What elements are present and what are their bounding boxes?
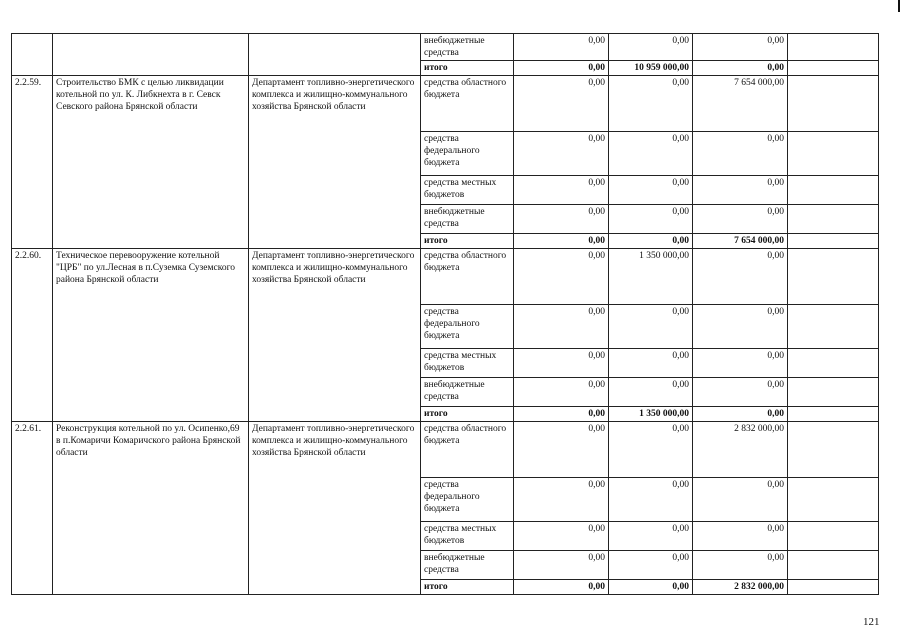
executor-cell: Департамент топливно-энергетического комплекса и жилищно-коммунального хозяйства Брянской области: [249, 249, 421, 422]
item-number-cell: 2.2.61.: [12, 422, 53, 595]
funding-source-cell: средства федерального бюджета: [421, 478, 514, 522]
amount-cell: 0,00: [609, 422, 693, 478]
empty-cell: [788, 522, 879, 551]
table-row: [12, 249, 879, 305]
amount-cell: 0,00: [514, 305, 609, 349]
table-row: [12, 76, 879, 132]
amount-cell: 0,00: [514, 132, 609, 176]
empty-cell: [788, 249, 879, 305]
empty-cell: [788, 34, 879, 61]
funding-source-cell: итого: [421, 61, 514, 76]
amount-cell: 0,00: [609, 522, 693, 551]
amount-cell: 1 350 000,00: [609, 407, 693, 422]
amount-cell: 0,00: [514, 249, 609, 305]
executor-cell: Департамент топливно-энергетического комплекса и жилищно-коммунального хозяйства Брянской области: [249, 76, 421, 249]
funding-source-cell: средства федерального бюджета: [421, 305, 514, 349]
amount-cell: 0,00: [693, 132, 788, 176]
empty-cell: [788, 551, 879, 580]
item-name-cell: Техническое перевооружение котельной "ЦРБ" по ул.Лесная в п.Суземка Суземского района Брянской области: [53, 249, 249, 422]
table-row: [12, 422, 879, 478]
amount-cell: 0,00: [693, 407, 788, 422]
table-row: [12, 34, 879, 61]
amount-cell: 0,00: [693, 305, 788, 349]
empty-cell: [788, 76, 879, 132]
amount-cell: 0,00: [514, 34, 609, 61]
empty-cell: [788, 407, 879, 422]
amount-cell: 0,00: [514, 349, 609, 378]
funding-source-cell: средства местных бюджетов: [421, 176, 514, 205]
funding-source-cell: средства областного бюджета: [421, 249, 514, 305]
item-number-cell: 2.2.60.: [12, 249, 53, 422]
funding-source-cell: итого: [421, 234, 514, 249]
amount-cell: 0,00: [514, 522, 609, 551]
amount-cell: 0,00: [693, 551, 788, 580]
amount-cell: 0,00: [609, 132, 693, 176]
amount-cell: 0,00: [609, 305, 693, 349]
amount-cell: 0,00: [693, 349, 788, 378]
funding-source-cell: итого: [421, 580, 514, 595]
amount-cell: 0,00: [693, 378, 788, 407]
empty-cell: [788, 349, 879, 378]
amount-cell: 0,00: [609, 551, 693, 580]
page-number: 121: [863, 616, 880, 628]
funding-source-cell: внебюджетные средства: [421, 551, 514, 580]
funding-source-cell: внебюджетные средства: [421, 205, 514, 234]
item-name-cell: [53, 34, 249, 76]
amount-cell: 0,00: [609, 478, 693, 522]
executor-cell: [249, 34, 421, 76]
amount-cell: 0,00: [609, 76, 693, 132]
amount-cell: 0,00: [609, 34, 693, 61]
funding-source-cell: итого: [421, 407, 514, 422]
budget-table: [11, 33, 879, 595]
funding-source-cell: средства местных бюджетов: [421, 522, 514, 551]
amount-cell: 0,00: [514, 205, 609, 234]
empty-cell: [788, 176, 879, 205]
item-number-cell: 2.2.59.: [12, 76, 53, 249]
amount-cell: 0,00: [609, 580, 693, 595]
amount-cell: 1 350 000,00: [609, 249, 693, 305]
amount-cell: 0,00: [693, 522, 788, 551]
funding-source-cell: средства областного бюджета: [421, 422, 514, 478]
amount-cell: 0,00: [514, 76, 609, 132]
funding-source-cell: средства местных бюджетов: [421, 349, 514, 378]
amount-cell: 0,00: [693, 205, 788, 234]
item-number-cell: [12, 34, 53, 76]
amount-cell: 0,00: [514, 378, 609, 407]
empty-cell: [788, 61, 879, 76]
amount-cell: 0,00: [609, 234, 693, 249]
empty-cell: [788, 132, 879, 176]
amount-cell: 0,00: [514, 234, 609, 249]
amount-cell: 0,00: [609, 378, 693, 407]
amount-cell: 2 832 000,00: [693, 422, 788, 478]
amount-cell: 0,00: [693, 61, 788, 76]
funding-source-cell: внебюджетные средства: [421, 378, 514, 407]
funding-source-cell: средства федерального бюджета: [421, 132, 514, 176]
amount-cell: 7 654 000,00: [693, 234, 788, 249]
budget-table-body: [12, 34, 879, 595]
amount-cell: 0,00: [514, 478, 609, 522]
funding-source-cell: средства областного бюджета: [421, 76, 514, 132]
empty-cell: [788, 234, 879, 249]
amount-cell: 0,00: [609, 205, 693, 234]
item-name-cell: Строительство БМК с целью ликвидации котельной по ул. К. Либкнехта в г. Севск Севского района Брянской области: [53, 76, 249, 249]
empty-cell: [788, 422, 879, 478]
amount-cell: 7 654 000,00: [693, 76, 788, 132]
amount-cell: 10 959 000,00: [609, 61, 693, 76]
amount-cell: 0,00: [514, 407, 609, 422]
item-name-cell: Реконструкция котельной по ул. Осипенко,69 в п.Комаричи Комаричского района Брянской области: [53, 422, 249, 595]
amount-cell: 0,00: [693, 478, 788, 522]
amount-cell: 0,00: [514, 422, 609, 478]
amount-cell: 0,00: [514, 580, 609, 595]
amount-cell: 0,00: [514, 61, 609, 76]
empty-cell: [788, 378, 879, 407]
amount-cell: 2 832 000,00: [693, 580, 788, 595]
empty-cell: [788, 205, 879, 234]
amount-cell: 0,00: [609, 176, 693, 205]
empty-cell: [788, 478, 879, 522]
empty-cell: [788, 580, 879, 595]
funding-source-cell: внебюджетные средства: [421, 34, 514, 61]
amount-cell: 0,00: [514, 176, 609, 205]
amount-cell: 0,00: [514, 551, 609, 580]
amount-cell: 0,00: [693, 249, 788, 305]
empty-cell: [788, 305, 879, 349]
amount-cell: 0,00: [609, 349, 693, 378]
amount-cell: 0,00: [693, 34, 788, 61]
amount-cell: 0,00: [693, 176, 788, 205]
executor-cell: Департамент топливно-энергетического комплекса и жилищно-коммунального хозяйства Брянской области: [249, 422, 421, 595]
margin-mark: [898, 0, 900, 12]
